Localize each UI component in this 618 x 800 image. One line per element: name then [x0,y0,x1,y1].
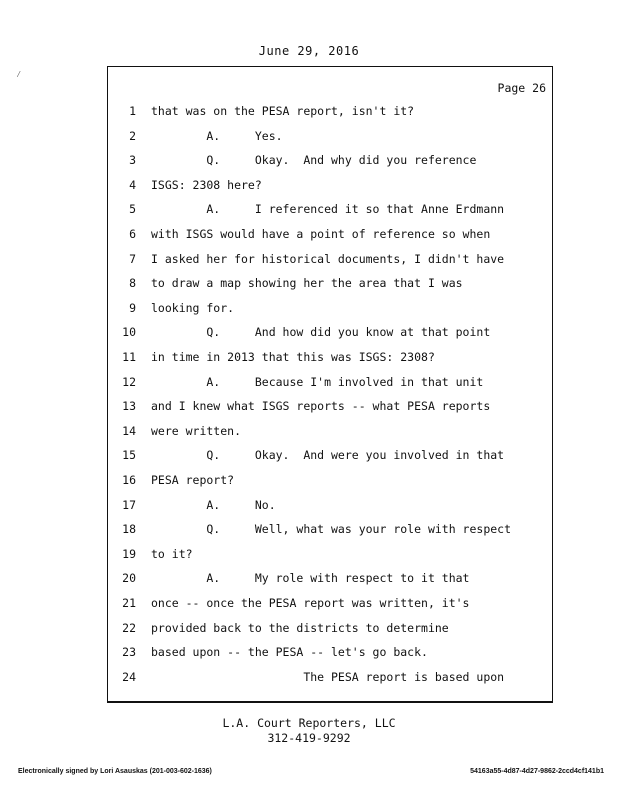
line-number: 16 [122,473,136,487]
line-text: A. Yes. [151,128,283,143]
line-number: 5 [129,202,136,217]
transcript-line [0,546,560,562]
line-number: 14 [122,423,136,438]
line-number: 21 [122,596,136,610]
transcript-line [0,324,560,340]
line-text: Q. Okay. And were you involved in that [151,448,505,463]
line-text: looking for. [151,300,235,315]
line-number: 17 [122,497,136,512]
transcript-line [0,669,560,685]
line-text: A. Because I'm involved in that unit [151,374,484,389]
line-text: Q. And how did you know at that point [151,325,491,340]
line-number: 7 [129,251,136,266]
transcript-line [0,595,560,611]
line-text: A. I referenced it so that Anne Erdmann [151,202,505,217]
electronic-signature-note: Electronically signed by Lori Asauskas (201-003-602-1636) [18,768,212,775]
line-number: 24 [122,669,136,684]
line-text: The PESA report is based upon [151,669,505,684]
transcript-line [0,128,560,144]
line-number: 4 [129,177,136,192]
line-number: 23 [122,645,136,660]
transcript-line [0,349,560,365]
transcript-line [0,570,560,586]
line-number: 12 [122,374,136,389]
line-text: were written. [151,423,242,438]
transcript-line [0,447,560,463]
transcript-line [0,152,560,168]
line-text: to it? [151,546,193,561]
transcript-line [0,177,560,193]
line-text: A. No. [151,497,276,512]
line-number: 13 [122,399,136,414]
transcript-line [0,201,560,217]
court-reporter-name: L.A. Court Reporters, LLC [222,716,396,730]
transcript-line [0,300,560,316]
transcript-line [0,472,560,488]
line-text: and I knew what ISGS reports -- what PESA reports [151,399,491,414]
line-number: 20 [122,571,136,586]
line-text: with ISGS would have a point of reference so when [151,227,491,241]
transcript-line [0,374,560,390]
scan-mark-icon: ⁄ [16,70,22,80]
line-text: A. My role with respect to it that [151,571,470,586]
transcript-line [0,398,560,414]
line-number: 11 [122,350,136,364]
transcript-date: June 29, 2016 [258,44,360,58]
line-text: PESA report? [151,473,235,487]
transcript-line [0,644,560,660]
line-text: based upon -- the PESA -- let's go back. [151,645,428,660]
line-number: 19 [122,546,136,561]
line-text: in time in 2013 that this was ISGS: 2308? [151,350,435,364]
line-text: ISGS: 2308 here? [151,177,262,192]
line-text: Q. Well, what was your role with respect [151,522,512,537]
line-number: 15 [122,448,136,463]
line-text: provided back to the districts to determine [151,620,449,635]
line-text: that was on the PESA report, isn't it? [151,104,415,118]
line-text: once -- once the PESA report was written, it's [151,596,470,610]
line-number: 10 [122,325,136,340]
line-number: 1 [129,104,136,118]
transcript-line [0,226,560,242]
transcript-line [0,423,560,439]
line-text: Q. Okay. And why did you reference [151,153,477,168]
line-number: 3 [129,153,136,168]
line-number: 18 [122,522,136,537]
court-reporter-phone: 312-419-9292 [267,731,351,745]
line-number: 22 [122,620,136,635]
line-number: 8 [129,276,136,291]
line-number: 9 [129,300,136,315]
line-text: to draw a map showing her the area that I was [151,276,463,291]
document-hash: 54163a55-4d87-4d27-9862-2ccd4cf141b1 [470,768,604,775]
transcript-line [0,521,560,537]
transcript-line [0,103,560,119]
page-number: Page 26 [497,81,546,95]
transcript-line [0,497,560,513]
line-number: 6 [129,227,136,241]
line-number: 2 [129,128,136,143]
transcript-line [0,251,560,267]
transcript-line [0,275,560,291]
transcript-line [0,620,560,636]
line-text: I asked her for historical documents, I didn't have [151,251,505,266]
